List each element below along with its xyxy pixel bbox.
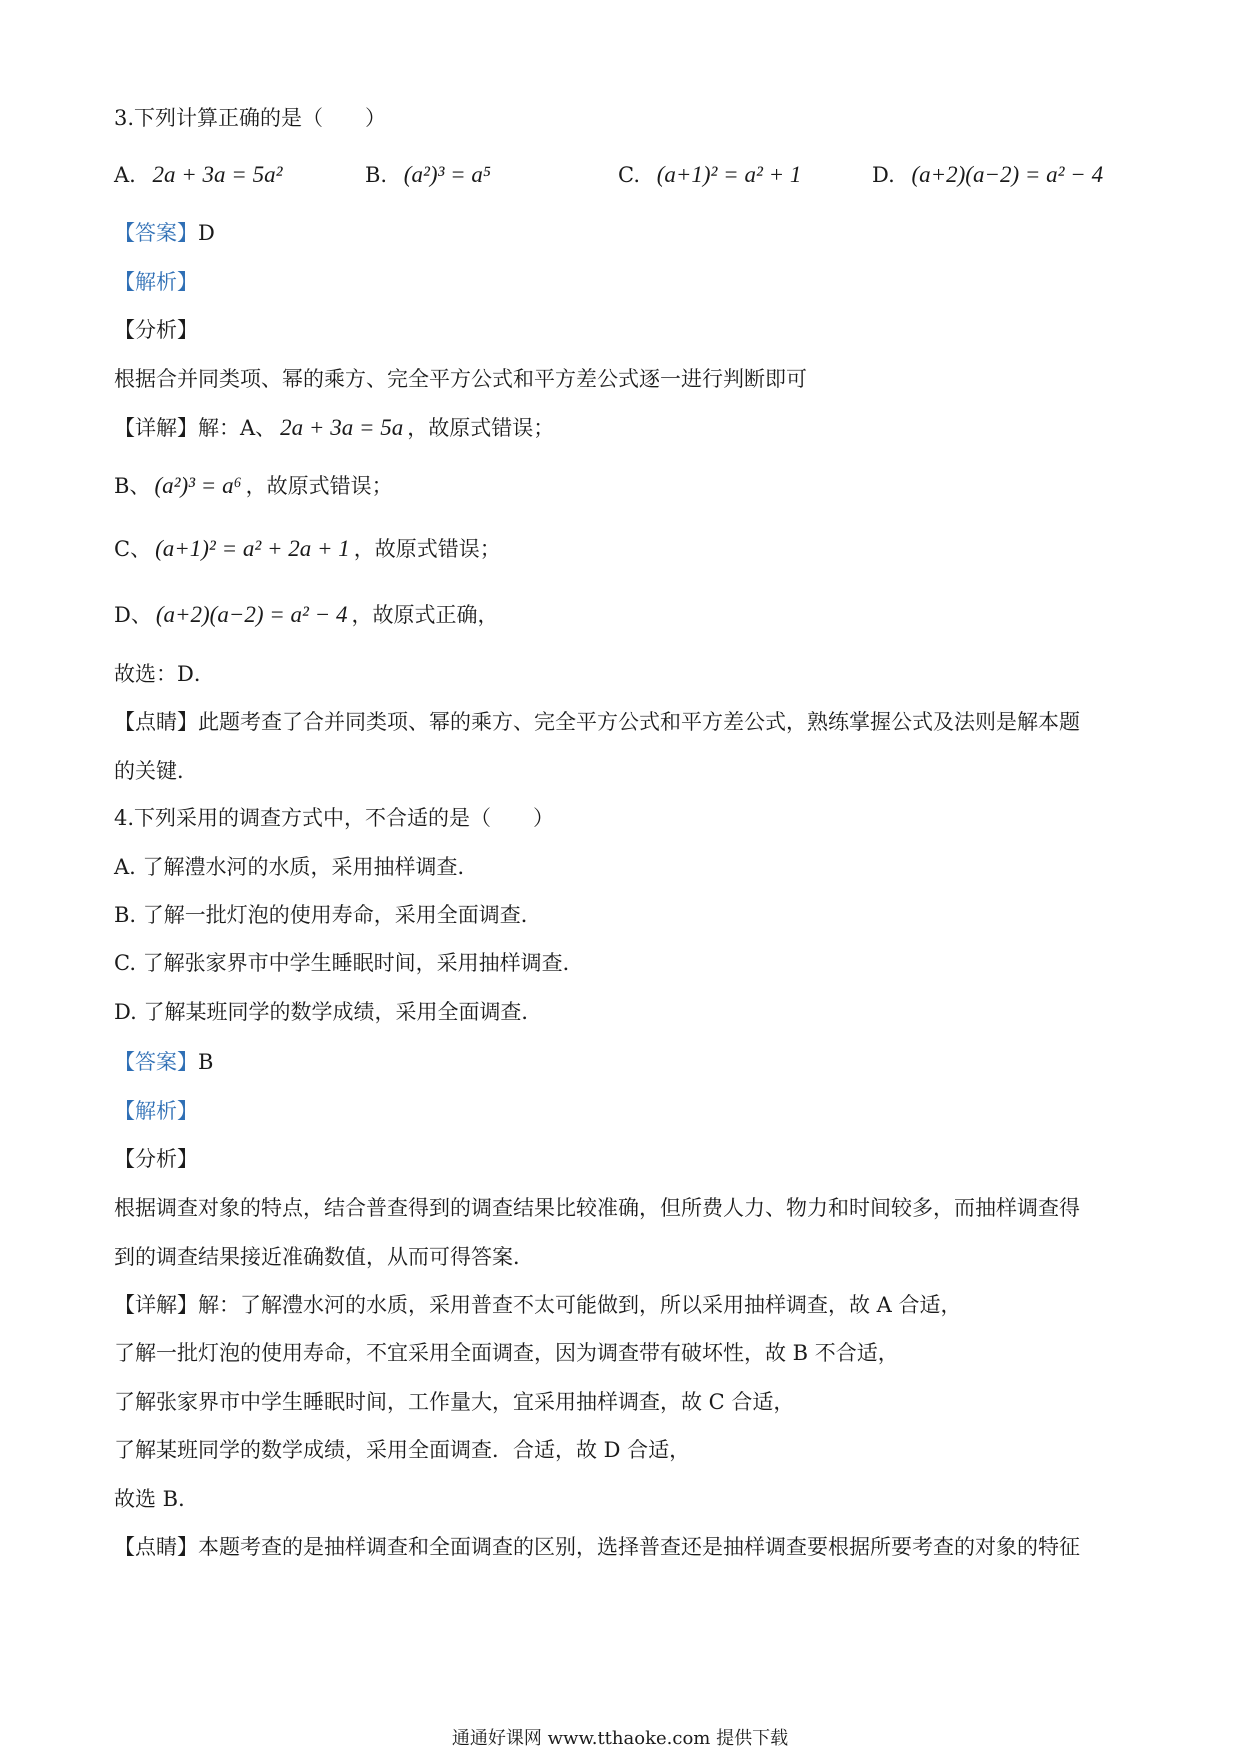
q4-detail-3: 了解张家界市中学生睡眠时间，工作量大，宜采用抽样调查，故 C 合适， xyxy=(114,1390,795,1414)
q4-fenxi-text-2: 到的调查结果接近准确数值，从而可得答案． xyxy=(114,1245,534,1269)
q4-analysis-heading xyxy=(114,1096,198,1126)
q3-detail-b xyxy=(114,471,393,501)
q3-option-b-label: B. xyxy=(365,163,388,187)
q4-conclusion: 故选 B． xyxy=(114,1487,200,1511)
q4-stem: 4.下列采用的调查方式中，不合适的是（ ） xyxy=(114,806,555,830)
q3-option-d xyxy=(872,160,1103,190)
page-footer: 通通好课网 www.tthaoke.com 提供下载 xyxy=(451,1728,789,1749)
q3-answer-tag: 【答案】 xyxy=(114,221,198,245)
q3-fenxi-text: 根据合并同类项、幂的乘方、完全平方公式和平方差公式逐一进行判断即可 xyxy=(114,367,807,391)
q3-detail-c-expr: (a+1)² = a² + 2a + 1 xyxy=(155,536,350,561)
q3-option-a-expr: 2a + 3a = 5a² xyxy=(152,162,283,187)
q3-option-c-label: C. xyxy=(618,163,640,187)
q3-answer-value: D xyxy=(198,221,215,245)
q3-option-b-expr: (a²)³ = a⁵ xyxy=(403,162,491,187)
q3-detail-c-prefix: C、 xyxy=(114,537,152,561)
q3-analysis-heading xyxy=(114,267,198,297)
q3-option-c xyxy=(618,160,801,190)
q3-detail-a-expr: 2a + 3a = 5a xyxy=(280,415,404,440)
q3-detail-c xyxy=(114,534,501,564)
q3-answer xyxy=(114,218,215,248)
q4-fenxi-heading: 【分析】 xyxy=(114,1147,198,1171)
q4-answer-tag: 【答案】 xyxy=(114,1050,198,1074)
q3-detail-b-suffix: ，故原式错误； xyxy=(245,474,393,498)
q3-analysis-tag: 【解析】 xyxy=(114,270,198,294)
q4-analysis-tag: 【解析】 xyxy=(114,1099,198,1123)
q4-detail-text-1: 解：了解澧水河的水质，采用普查不太可能做到，所以采用抽样调查，故 A 合适， xyxy=(198,1293,962,1317)
q4-option-b: B. 了解一批灯泡的使用寿命，采用全面调查． xyxy=(114,903,542,927)
q4-dianjing-text-1: 本题考查的是抽样调查和全面调查的区别，选择普查还是抽样调查要根据所要考查的对象的特征 xyxy=(198,1535,1080,1559)
q4-fenxi-text-1: 根据调查对象的特点，结合普查得到的调查结果比较准确，但所费人力、物力和时间较多，而抽样调查得 xyxy=(114,1196,1080,1220)
q4-answer-value: B xyxy=(198,1050,214,1074)
q3-detail-d-prefix: D、 xyxy=(114,603,152,627)
q4-detail-tag: 【详解】 xyxy=(114,1293,198,1317)
q3-option-c-expr: (a+1)² = a² + 1 xyxy=(656,162,802,187)
q3-detail-a-prefix: 解：A、 xyxy=(198,416,277,440)
q3-detail-a xyxy=(114,413,554,443)
q3-dianjing-text-1: 此题考查了合并同类项、幂的乘方、完全平方公式和平方差公式，熟练掌握公式及法则是解本题 xyxy=(198,710,1080,734)
q3-option-d-label: D. xyxy=(872,163,895,187)
q3-detail-d xyxy=(114,600,498,630)
q3-conclusion: 故选：D． xyxy=(114,662,215,686)
q3-option-a-label: A. xyxy=(114,163,136,187)
q3-dianjing-1 xyxy=(114,707,1080,737)
q4-detail-2: 了解一批灯泡的使用寿命，不宜采用全面调查，因为调查带有破坏性，故 B 不合适， xyxy=(114,1341,899,1365)
q3-detail-c-suffix: ，故原式错误； xyxy=(353,537,501,561)
q4-dianjing-tag: 【点睛】 xyxy=(114,1535,198,1559)
q4-option-c: C. 了解张家界市中学生睡眠时间，采用抽样调查． xyxy=(114,951,584,975)
q3-detail-b-expr: (a²)³ = a⁶ xyxy=(154,473,242,498)
q4-option-a: A. 了解澧水河的水质，采用抽样调查． xyxy=(114,855,479,879)
q3-dianjing-2: 的关键． xyxy=(114,759,198,783)
q3-dianjing-tag: 【点睛】 xyxy=(114,710,198,734)
q4-answer xyxy=(114,1047,213,1077)
q3-detail-tag: 【详解】 xyxy=(114,416,198,440)
q3-detail-b-prefix: B、 xyxy=(114,474,151,498)
q4-detail-4: 了解某班同学的数学成绩，采用全面调查．合适，故 D 合适， xyxy=(114,1438,691,1462)
q3-detail-d-expr: (a+2)(a−2) = a² − 4 xyxy=(155,602,348,627)
q4-detail-1 xyxy=(114,1290,962,1320)
q3-detail-a-suffix: ，故原式错误； xyxy=(407,416,555,440)
q3-stem: 3.下列计算正确的是（ ） xyxy=(114,106,387,130)
q4-option-d: D. 了解某班同学的数学成绩，采用全面调查． xyxy=(114,1000,543,1024)
q3-fenxi-heading: 【分析】 xyxy=(114,318,198,342)
q3-option-b xyxy=(365,160,491,190)
q4-dianjing-1 xyxy=(114,1532,1080,1562)
q3-detail-d-suffix: ，故原式正确， xyxy=(351,603,499,627)
q3-option-a xyxy=(114,160,282,190)
q3-option-d-expr: (a+2)(a−2) = a² − 4 xyxy=(911,162,1104,187)
